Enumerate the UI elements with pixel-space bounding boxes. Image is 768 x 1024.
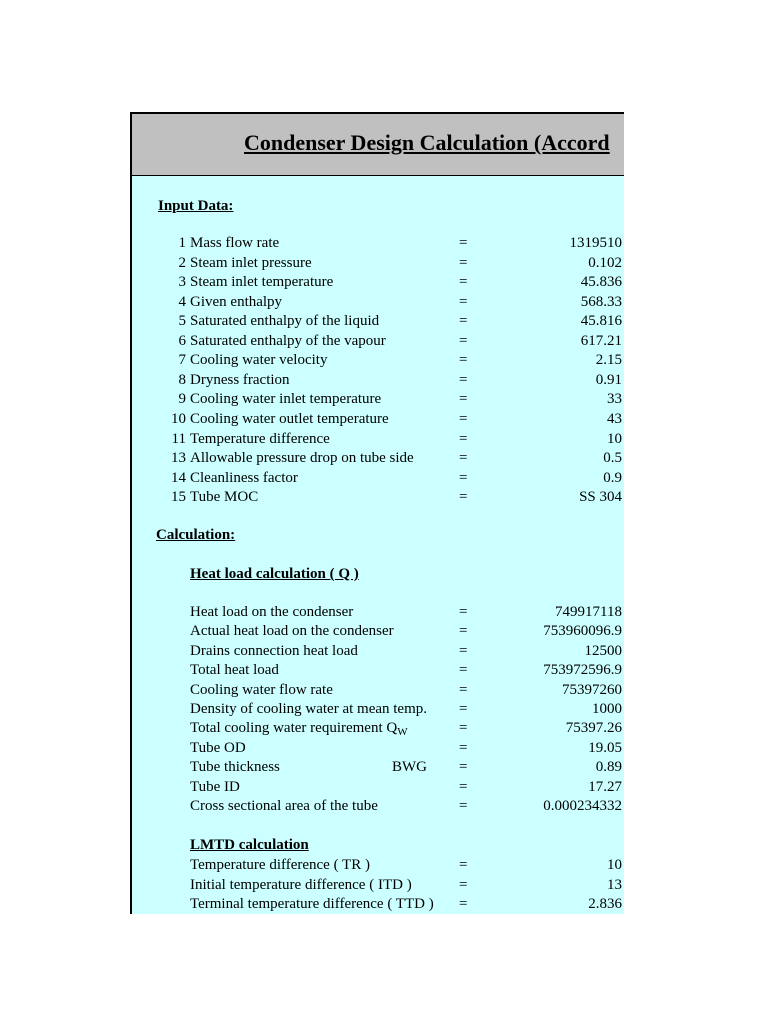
- row-value: 0.5: [603, 450, 622, 467]
- table-row: [132, 254, 624, 273]
- row-label: Initial temperature difference ( ITD ): [190, 876, 412, 893]
- row-label: Drains connection heat load: [190, 642, 358, 659]
- row-number: 9: [178, 391, 186, 408]
- table-row: [132, 642, 624, 661]
- table-row: [132, 797, 624, 816]
- table-row: [132, 371, 624, 390]
- table-row: [132, 778, 624, 797]
- equals-sign: =: [459, 293, 468, 310]
- row-value: 617.21: [580, 332, 622, 349]
- equals-sign: =: [459, 798, 468, 814]
- equals-sign: =: [459, 489, 468, 506]
- row-label: Cleanliness factor: [190, 469, 298, 486]
- row-label: Actual heat load on the condenser: [190, 623, 394, 640]
- equals-sign: =: [459, 720, 468, 737]
- equals-sign: =: [459, 274, 468, 291]
- row-label: Cooling water velocity: [190, 352, 328, 369]
- row-number: 14: [171, 469, 186, 486]
- row-label: Cooling water outlet temperature: [190, 410, 389, 427]
- table-row: [132, 469, 624, 488]
- heat-load-heading: Heat load calculation ( Q ): [190, 566, 359, 582]
- row-number: 8: [178, 371, 186, 388]
- table-row: [132, 622, 624, 641]
- row-label: Temperature difference ( TR ): [190, 857, 370, 873]
- row-number: 5: [178, 313, 186, 330]
- table-row: [132, 661, 624, 680]
- row-label: Total heat load: [190, 662, 279, 679]
- row-value: 19.05: [588, 739, 622, 756]
- equals-sign: =: [459, 391, 468, 408]
- row-value: 12500: [584, 642, 622, 659]
- row-value: 45.816: [580, 313, 622, 330]
- row-number: 15: [171, 489, 186, 506]
- equals-sign: =: [459, 759, 468, 776]
- row-value: 1319510: [569, 235, 622, 251]
- equals-sign: =: [459, 896, 468, 912]
- equals-sign: =: [459, 681, 468, 698]
- row-value: 75397.26: [565, 720, 622, 737]
- row-value: 45.836: [580, 274, 622, 291]
- row-value: 568.33: [580, 293, 622, 310]
- equals-sign: =: [459, 662, 468, 679]
- row-unit: BWG: [392, 759, 427, 776]
- row-label: Temperature difference: [190, 430, 330, 447]
- table-row: [132, 430, 624, 449]
- row-label: Saturated enthalpy of the liquid: [190, 313, 380, 330]
- equals-sign: =: [459, 235, 468, 251]
- row-number: 2: [178, 254, 186, 271]
- equals-sign: =: [459, 410, 468, 427]
- equals-sign: =: [459, 430, 468, 447]
- table-row: [132, 488, 624, 507]
- equals-sign: =: [459, 642, 468, 659]
- row-value: 10: [607, 857, 622, 873]
- row-value: 2.15: [595, 352, 622, 369]
- equals-sign: =: [459, 469, 468, 486]
- spreadsheet-sheet: [130, 112, 624, 914]
- equals-sign: =: [459, 604, 468, 620]
- input-data-heading: Input Data:: [158, 198, 234, 214]
- row-value: 0.91: [595, 371, 622, 388]
- table-row: [132, 234, 624, 253]
- table-row: [132, 273, 624, 292]
- row-label: Cooling water flow rate: [190, 681, 333, 698]
- row-value: 75397260: [562, 681, 622, 698]
- equals-sign: =: [459, 352, 468, 369]
- row-label: Density of cooling water at mean temp.: [190, 701, 428, 717]
- table-row: [132, 681, 624, 700]
- equals-sign: =: [459, 623, 468, 640]
- row-value: 17.27: [588, 778, 622, 795]
- row-value: SS 304: [579, 489, 622, 506]
- row-value: 1000: [592, 701, 622, 717]
- row-value: 2.836: [588, 896, 622, 912]
- row-label: Total cooling water requirement $Q_W$: [190, 720, 408, 739]
- row-value: 749917118: [555, 604, 622, 620]
- row-label: Tube OD: [190, 739, 246, 756]
- row-value: 0.102: [588, 254, 622, 271]
- row-label: Mass flow rate: [190, 235, 280, 251]
- table-row: [132, 739, 624, 758]
- row-number: 6: [178, 332, 186, 349]
- row-number: 13: [171, 450, 186, 467]
- row-label: Tube ID: [190, 778, 240, 795]
- equals-sign: =: [459, 701, 468, 717]
- row-number: 10: [171, 410, 186, 427]
- row-label: Tube MOC: [190, 489, 259, 506]
- title-bar: [132, 112, 624, 176]
- equals-sign: =: [459, 313, 468, 330]
- row-number: 7: [178, 352, 186, 369]
- table-row: [132, 332, 624, 351]
- row-value: 753972596.9: [543, 662, 622, 679]
- table-row: [132, 856, 624, 875]
- row-label: Heat load on the condenser: [190, 604, 354, 620]
- row-label: Steam inlet temperature: [190, 274, 334, 291]
- table-row: [132, 312, 624, 331]
- equals-sign: =: [459, 778, 468, 795]
- row-number: 4: [178, 293, 186, 310]
- table-row: [132, 410, 624, 429]
- table-row: [132, 390, 624, 409]
- equals-sign: =: [459, 739, 468, 756]
- table-row: [132, 449, 624, 468]
- equals-sign: =: [459, 254, 468, 271]
- lmtd-heading: LMTD calculation: [190, 837, 309, 853]
- row-number: 3: [178, 274, 186, 291]
- row-number: 11: [171, 430, 186, 447]
- row-label: Terminal temperature difference ( TTD ): [190, 896, 434, 912]
- equals-sign: =: [459, 332, 468, 349]
- row-label: Allowable pressure drop on tube side: [190, 450, 414, 467]
- table-row: [132, 293, 624, 312]
- table-row: [132, 700, 624, 719]
- row-value: 0.9: [603, 469, 622, 486]
- row-label-subscript: W: [397, 726, 408, 739]
- row-label: Saturated enthalpy of the vapour: [190, 332, 386, 349]
- equals-sign: =: [459, 371, 468, 388]
- row-value: 0.000234332: [543, 798, 622, 814]
- row-value: 10: [607, 430, 622, 447]
- calculation-heading: Calculation:: [156, 527, 236, 543]
- table-row: [132, 719, 624, 738]
- table-row: [132, 876, 624, 895]
- row-value: 0.89: [595, 759, 622, 776]
- equals-sign: =: [459, 876, 468, 893]
- row-label: Dryness fraction: [190, 371, 290, 388]
- table-row: [132, 603, 624, 622]
- row-label: Cross sectional area of the tube: [190, 798, 378, 814]
- table-row: [132, 895, 624, 914]
- page-title: Condenser Design Calculation (Accord: [244, 130, 610, 155]
- row-value: 43: [607, 410, 622, 427]
- row-label: Tube thickness: [190, 759, 280, 776]
- row-value: 753960096.9: [543, 623, 622, 640]
- equals-sign: =: [459, 450, 468, 467]
- row-label: Cooling water inlet temperature: [190, 391, 382, 408]
- equals-sign: =: [459, 857, 468, 873]
- table-row: [132, 351, 624, 370]
- row-label: Given enthalpy: [190, 293, 283, 310]
- row-label: Steam inlet pressure: [190, 254, 312, 271]
- row-value: 33: [607, 391, 622, 408]
- row-number: 1: [178, 235, 186, 251]
- table-row: [132, 758, 624, 777]
- row-value: 13: [607, 876, 622, 893]
